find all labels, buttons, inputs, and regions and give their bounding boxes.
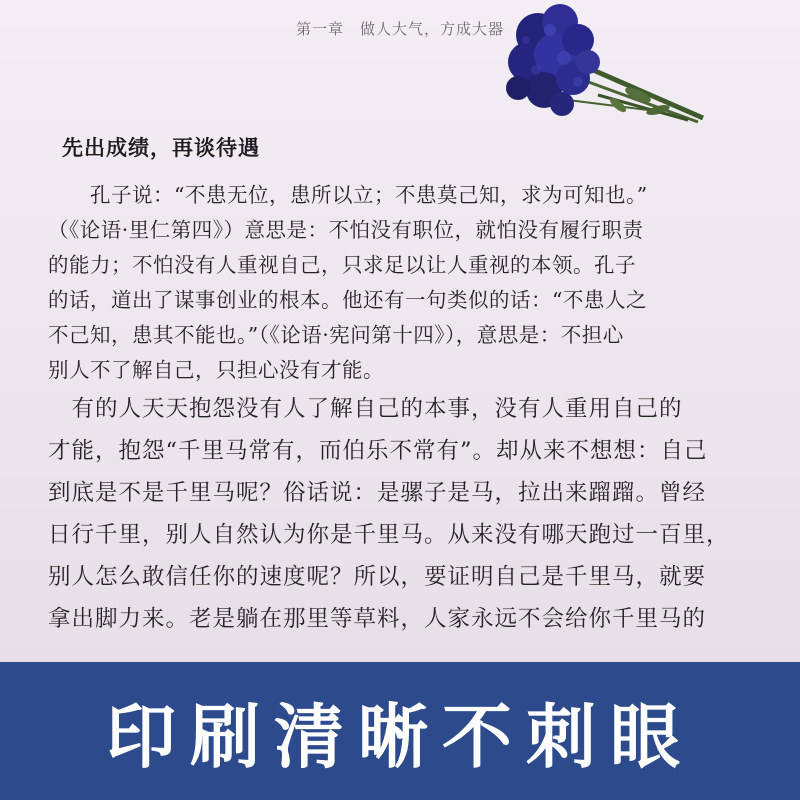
promo-banner (0, 662, 800, 800)
text-line: 的能力；不怕没有人重视自己，只求足以让人重视的本领。孔子 (48, 253, 636, 277)
running-head: 第一章 做人大气，方成大器 (295, 20, 504, 38)
text-line: 才能，抱怨“千里马常有，而伯乐不常有”。却从来不想想：自己 (48, 438, 708, 464)
banner-text: 印刷清晰不刺眼 (106, 695, 694, 778)
text-line: 日行千里，别人自然认为你是千里马。从来没有哪天跑过一百里， (48, 522, 730, 548)
section-title: 先出成绩，再谈待遇 (62, 136, 260, 160)
text-line: 别人怎么敢信任你的速度呢？所以，要证明自己是千里马，就要 (48, 564, 707, 590)
body-text (48, 178, 768, 640)
text-line: 的话，道出了谋事创业的根本。他还有一句类似的话：“不患人之 (48, 288, 647, 312)
text-line: 不己知，患其不能也。”（《论语·宪问第十四》），意思是：不担心 (48, 323, 624, 347)
text-line: 有的人天天抱怨没有人了解自己的本事，没有人重用自己的 (48, 396, 683, 422)
text-line: 到底是不是千里马呢？俗话说：是骡子是马，拉出来蹓蹓。曾经 (48, 480, 707, 506)
text-line: 别人不了解自己，只担心没有才能。 (48, 358, 384, 382)
text-line: 拿出脚力来。老是躺在那里等草料，人家永远不会给你千里马的 (48, 606, 707, 632)
text-line: （《论语·里仁第四》）意思是：不怕没有职位，就怕没有履行职责 (48, 218, 644, 242)
dried-flower-image (498, 0, 718, 150)
text-line: 孔子说：“不患无位，患所以立；不患莫己知，求为可知也。” (48, 183, 648, 207)
